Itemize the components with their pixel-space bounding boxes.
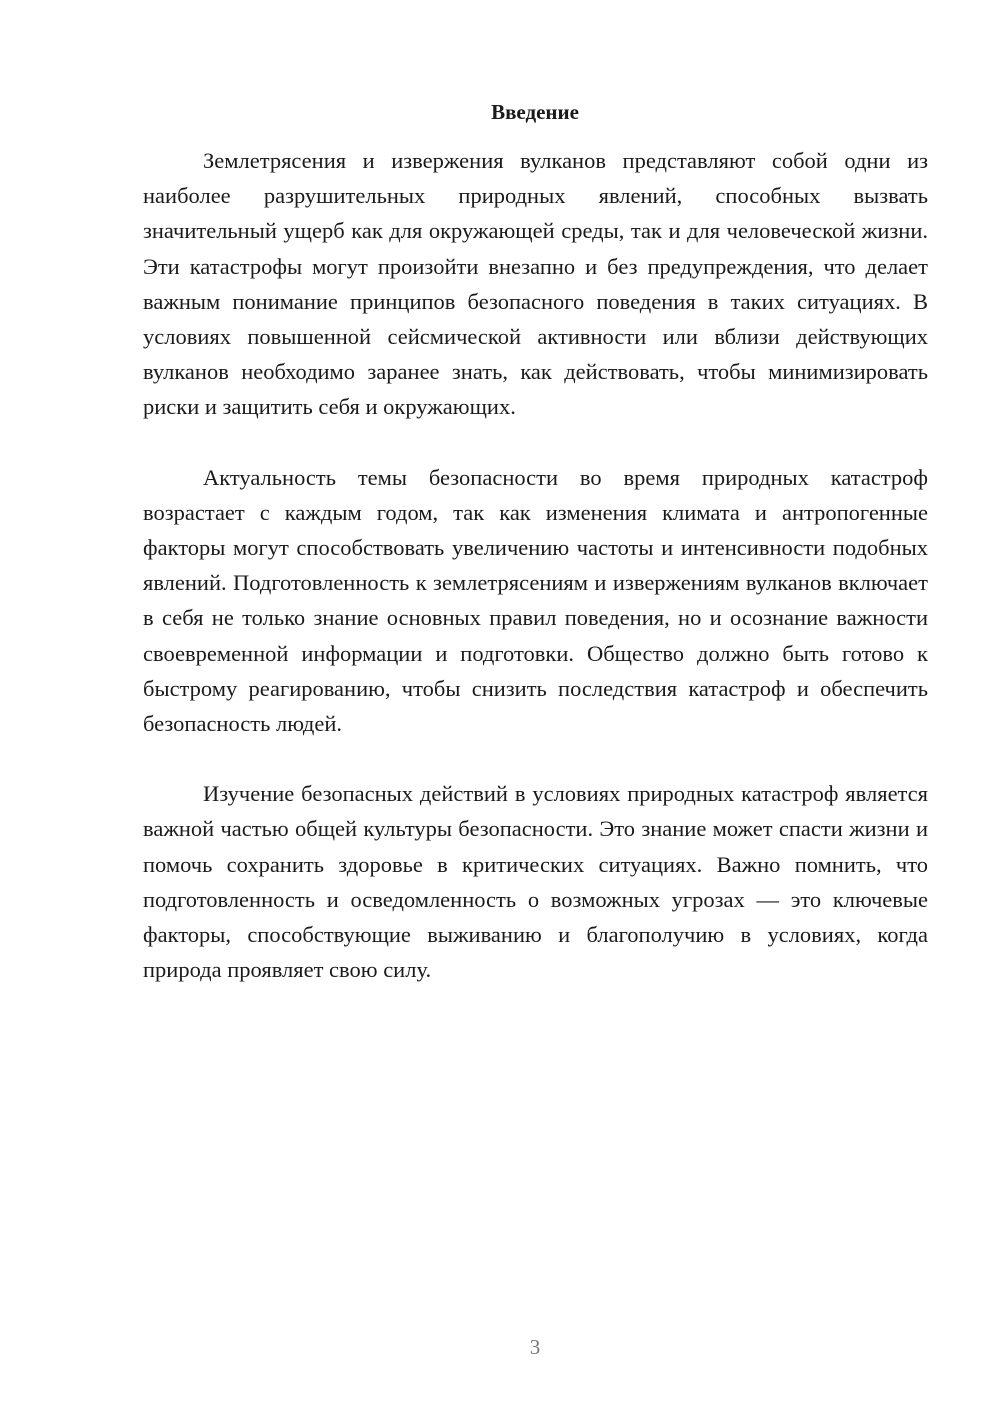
paragraph-3: Изучение безопасных действий в условиях природных катастроф является важной частью общей культуры безопасности. Это знание может спасти жизни и помочь сохранить здоровье в критических ситуациях. Важно помнить, что подготовленность и осведомленность о возможных угрозах — это ключевые факторы, способствующие выживанию и благополучию в условиях, когда природа проявляет свою силу. [143, 781, 928, 983]
paragraph-1: Землетрясения и извержения вулканов представляют собой одни из наиболее разрушительных природных явлений, способных вызвать значительный ущерб как для окружающей среды, так и для человеческой жизни. Эти катастрофы могут произойти внезапно и без предупреждения, что делает важным понимание принципов безопасного поведения в таких ситуациях. В условиях повышенной сейсмической активности или вблизи действующих вулканов необходимо заранее знать, как действовать, чтобы минимизировать риски и защитить себя и окружающих. [143, 148, 928, 420]
paragraph-2: Актуальность темы безопасности во время природных катастроф возрастает с каждым годом, так как изменения климата и антропогенные факторы могут способствовать увеличению частоты и интенсивности подобных явлений. Подготовленность к землетрясениям и извержениям вулканов включает в себя не только знание основных правил поведения, но и осознание важности своевременной информации и подготовки. Общество должно быть готово к быстрому реагированию, чтобы снизить последствия катастроф и обеспечить безопасность людей. [143, 464, 928, 737]
body-text [143, 143, 928, 1022]
section-heading: Введение [491, 100, 579, 124]
page-number: 3 [529, 1335, 541, 1359]
